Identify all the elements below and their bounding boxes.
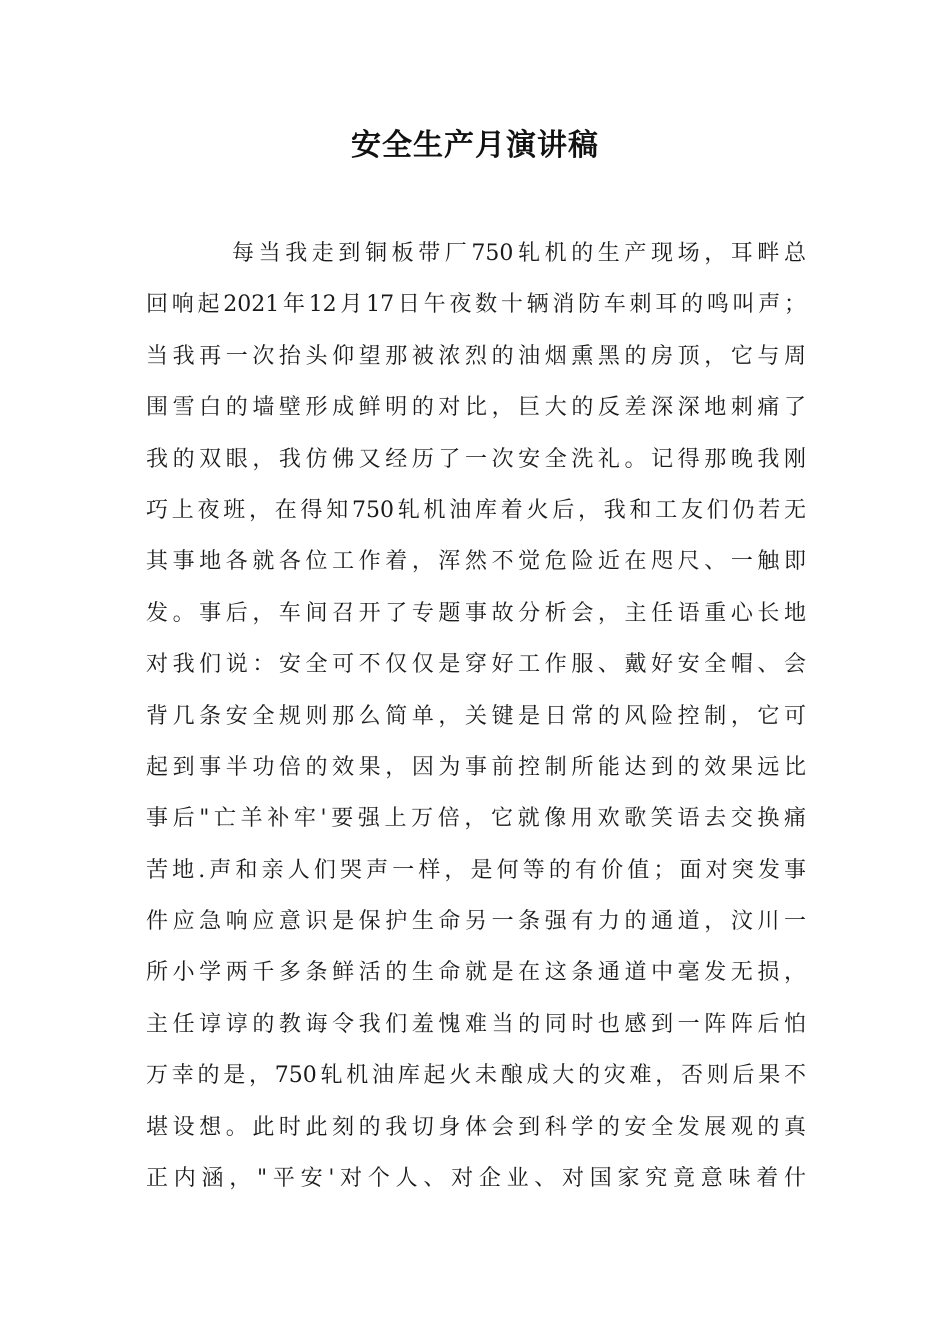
text-line: 背几条安全规则那么简单，关键是日常的风险控制，它可: [146, 703, 806, 729]
text-line: 其事地各就各位工作着，浑然不觉危险近在咫尺、一触即: [146, 549, 806, 575]
text-line: 巧上夜班，在得知750轧机油库着火后，我和工友们仍若无: [146, 497, 806, 523]
text-line: 主任谆谆的教诲令我们羞愧难当的同时也感到一阵阵后怕: [146, 1011, 806, 1037]
text-line: 事后"亡羊补牢'要强上万倍，它就像用欢歌笑语去交换痛: [146, 806, 806, 832]
text-line: 回响起2021年12月17日午夜数十辆消防车刺耳的鸣叫声；: [146, 292, 806, 318]
text-line: 正内涵，"平安'对个人、对企业、对国家究竟意味着什: [146, 1166, 806, 1192]
text-line: 万幸的是，750轧机油库起火未酿成大的灾难，否则后果不: [146, 1063, 806, 1089]
text-line: 苦地.声和亲人们哭声一样，是何等的有价值；面对突发事: [146, 857, 806, 883]
speech-body: [146, 228, 806, 1204]
text-line: 堪设想。此时此刻的我切身体会到科学的安全发展观的真: [146, 1114, 806, 1140]
text-line: 围雪白的墙壁形成鲜明的对比，巨大的反差深深地刺痛了: [146, 395, 806, 421]
text-line: 件应急响应意识是保护生命另一条强有力的通道，汶川一: [146, 909, 806, 935]
text-line: 起到事半功倍的效果，因为事前控制所能达到的效果远比: [146, 754, 806, 780]
text-line: 每当我走到铜板带厂750轧机的生产现场，耳畔总: [232, 241, 806, 266]
text-line: 当我再一次抬头仰望那被浓烈的油烟熏黑的房顶，它与周: [146, 343, 806, 369]
text-line: 我的双眼，我仿佛又经历了一次安全洗礼。记得那晚我刚: [146, 446, 806, 472]
text-line: 所小学两千多条鲜活的生命就是在这条通道中毫发无损，: [146, 960, 806, 986]
text-line: 对我们说：安全可不仅仅是穿好工作服、戴好安全帽、会: [146, 652, 806, 678]
text-line: 发。事后，车间召开了专题事故分析会，主任语重心长地: [146, 600, 806, 626]
document-title: 安全生产月演讲稿: [351, 128, 599, 163]
